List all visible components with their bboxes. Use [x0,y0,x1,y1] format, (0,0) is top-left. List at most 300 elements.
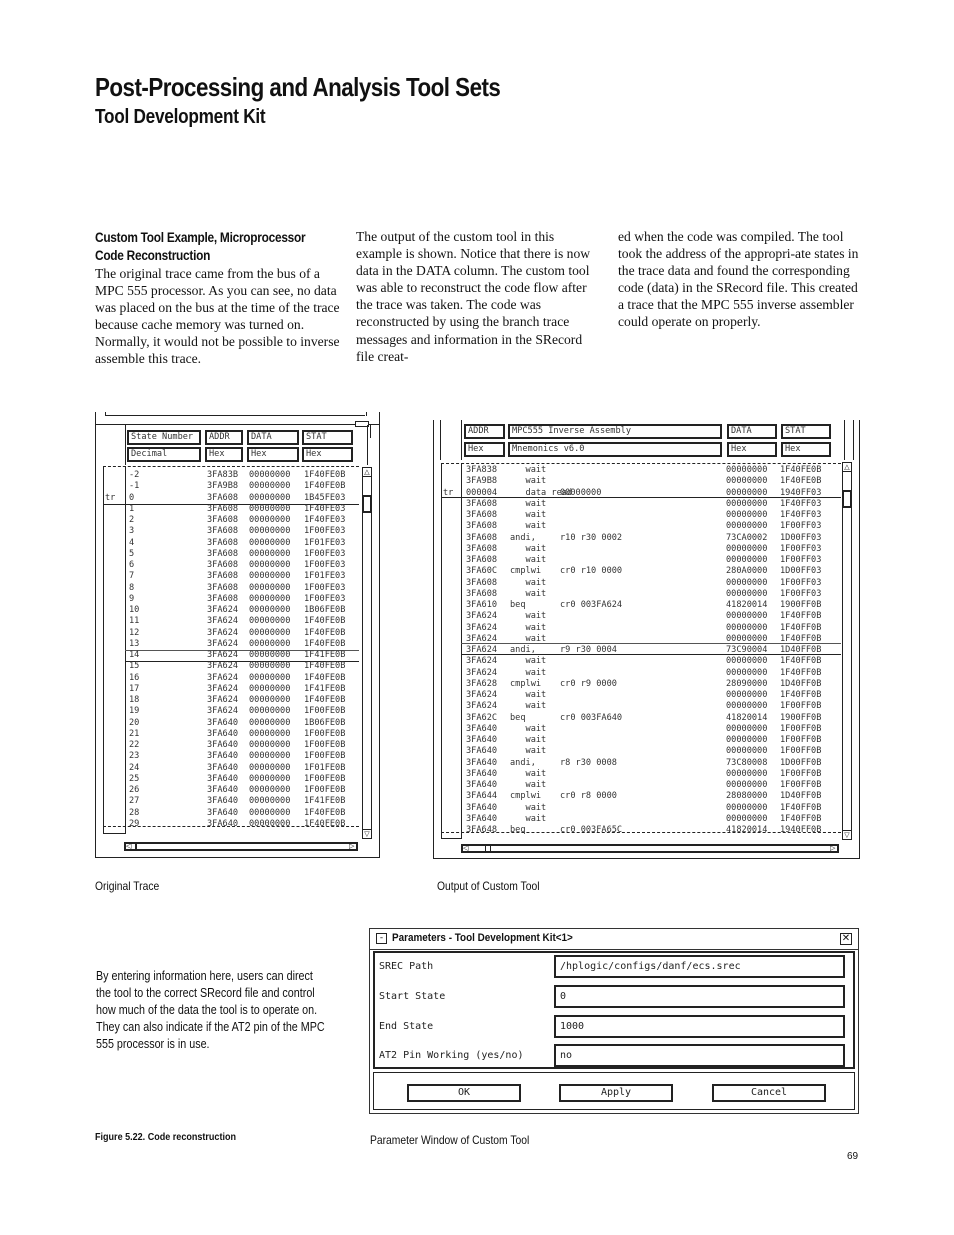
scroll-left-arrow-icon[interactable]: ◁ [126,842,132,850]
mnemonic-cell: wait [510,465,547,475]
table-row[interactable] [129,538,359,549]
state-number-cell: 1 [129,503,135,514]
table-row[interactable] [129,639,359,650]
stat-cell: 1F40FE0B [780,465,822,475]
start-state-label: Start State [379,991,446,1002]
stat-cell: 1900FF0B [780,712,822,723]
data-cell: 00000000 [249,650,291,660]
table-row[interactable] [129,796,359,807]
operand-cell: r8 r30 0008 [560,757,617,768]
mnemonic-cell: wait [510,476,547,487]
state-number-cell: 20 [129,717,140,728]
table-row[interactable] [466,690,841,701]
operand-cell: cr0 r10 0000 [560,566,623,577]
operand-cell: cr0 003FA624 [560,600,623,610]
addr-cell: 3FA640 [466,768,498,779]
addr-cell: 3FA624 [207,706,239,717]
addr-cell: 3FA83B [207,470,239,480]
figure-caption: Figure 5.22. Code reconstruction [95,1131,236,1143]
horizontal-scrollbar[interactable] [461,844,839,853]
addr-cell: 3FA624 [207,605,239,615]
mnemonic-cell: wait [510,802,547,813]
addr-cell: 3FA608 [207,560,239,570]
state-number-cell: 15 [129,661,140,672]
stat-cell: 1F00FE0B [304,706,346,717]
scroll-up-arrow-icon[interactable]: △ [842,462,852,472]
mnemonic-cell: wait [510,667,547,678]
table-row[interactable] [129,594,359,605]
table-row[interactable] [466,611,841,622]
trigger-marker: tr [105,493,116,503]
addr-cell: 3FA648 [466,825,498,835]
state-number-cell: 0 [129,492,135,503]
data-cell: 41820014 [726,825,768,835]
stat-cell: 1F40FE0B [304,661,346,672]
table-row[interactable] [129,661,359,672]
operand-cell: cr0 003FA65C [560,825,623,835]
table-row[interactable] [466,814,841,825]
table-row[interactable] [129,526,359,537]
stat-cell: 1F00FE03 [304,560,346,570]
data-cell: 00000000 [726,588,768,599]
addr-cell: 3FA608 [466,588,498,599]
horizontal-scroll-thumb[interactable] [135,842,137,851]
header-stat[interactable]: STAT [302,430,353,445]
vertical-scroll-thumb[interactable] [362,495,372,513]
format-stat[interactable]: Hex [781,442,831,457]
dialog-title-bar[interactable] [370,929,858,950]
addr-cell: 3FA608 [207,548,239,559]
addr-cell: 3FA608 [207,492,239,503]
table-row[interactable] [466,724,841,735]
table-row[interactable] [466,521,841,532]
data-cell: 00000000 [726,768,768,779]
stat-cell: 1F00FF0B [780,701,822,712]
stat-cell: 1F40FF0B [780,813,822,824]
data-cell: 73C90004 [726,645,768,655]
table-row[interactable] [129,673,359,684]
stat-cell: 1F40FE0B [304,695,346,705]
cancel-button[interactable]: Cancel [712,1084,826,1102]
format-data[interactable]: Hex [727,442,777,457]
format-addr[interactable]: Hex [464,442,505,457]
addr-cell: 3FA640 [207,773,239,784]
scroll-left-arrow-icon[interactable]: ◁ [463,844,469,852]
table-row[interactable] [466,465,841,476]
data-cell: 00000000 [726,735,768,745]
vertical-scroll-thumb[interactable] [842,490,852,508]
stat-cell: 1B06FE0B [304,717,346,728]
original-trace-window [95,412,381,858]
addr-cell: 3FA640 [466,757,498,768]
data-cell: 00000000 [249,548,291,559]
addr-cell: 3FA624 [207,638,239,649]
stat-cell: 1900FF0B [780,600,822,610]
operand-cell: cr0 r9 0000 [560,678,617,689]
table-row[interactable] [129,650,359,661]
addr-cell: 3FA608 [466,532,498,543]
end-state-input[interactable]: 1000 [554,1015,845,1038]
format-stat[interactable]: Hex [302,447,353,462]
mnemonic-cell: cmplwi [510,678,542,689]
table-row[interactable] [129,470,359,481]
table-row[interactable] [466,791,841,802]
state-number-cell: 9 [129,593,135,604]
state-number-cell: 10 [129,605,140,615]
table-row[interactable] [129,706,359,717]
state-number-cell: 21 [129,728,140,739]
header-data[interactable]: DATA [727,424,777,439]
article-column-3: ed when the code was compiled. The tool took the address of the appropri-ate states in the trace data and found the corresponding code (data) in the SRecord file. This created a trace that the MPC 555 inverse assembler could operate on properly. [618,229,859,330]
data-cell: 00000000 [249,661,291,672]
stat-cell: 1F40FF0B [780,656,822,667]
mnemonic-cell: wait [510,813,547,824]
table-row[interactable] [129,493,359,504]
mnemonic-cell: andi, [510,532,536,543]
state-number-cell: 13 [129,638,140,649]
operand-cell: 00000000 [560,487,602,498]
stat-cell: 1F40FE0B [304,638,346,649]
data-cell: 00000000 [726,746,768,757]
table-row[interactable] [466,735,841,746]
table-row[interactable] [129,751,359,762]
table-row[interactable] [466,668,841,679]
addr-cell: 3FA640 [466,780,498,790]
stat-cell: 1B06FE0B [304,605,346,615]
mnemonic-cell: wait [510,690,547,700]
data-cell: 00000000 [249,481,291,492]
addr-cell: 3FA644 [466,791,498,802]
data-cell: 00000000 [249,582,291,593]
table-row[interactable] [129,571,359,582]
state-number-cell: 6 [129,560,135,570]
stat-cell: 1940FF03 [780,487,822,498]
stat-cell: 1F40FF0B [780,690,822,700]
stat-cell: 1F40FF0B [780,622,822,633]
mnemonic-cell: wait [510,611,547,622]
stat-cell: 1F00FF03 [780,588,822,599]
table-row[interactable] [466,499,841,510]
table-row[interactable] [466,510,841,521]
table-row[interactable] [129,549,359,560]
table-row[interactable] [129,684,359,695]
mnemonic-cell: beq [510,825,526,835]
data-cell: 00000000 [249,717,291,728]
scroll-right-arrow-icon[interactable]: ▷ [349,842,355,850]
scroll-down-arrow-icon[interactable]: ▽ [842,830,852,840]
table-row[interactable] [129,583,359,594]
page-number: 69 [847,1151,859,1162]
table-row[interactable] [466,656,841,667]
addr-cell: 3FA62C [466,712,498,723]
addr-cell: 3FA608 [207,571,239,582]
page-title: Post-Processing and Analysis Tool Sets [95,72,501,102]
stat-cell: 1F00FE03 [304,582,346,593]
custom-tool-output-window [433,420,861,860]
table-row[interactable] [129,628,359,639]
operand-cell: r10 r30 0002 [560,532,623,543]
data-cell: 00000000 [726,690,768,700]
table-row[interactable] [129,605,359,616]
addr-cell: 3FA640 [207,717,239,728]
addr-cell: 3FA608 [466,555,498,565]
data-cell: 00000000 [726,633,768,644]
data-cell: 00000000 [726,656,768,667]
data-cell: 00000000 [249,593,291,604]
table-row[interactable] [466,544,841,555]
stat-cell: 1F00FF03 [780,543,822,554]
header-data[interactable]: DATA [247,430,299,445]
vertical-scrollbar[interactable] [362,467,372,839]
srec-path-input[interactable]: /hplogic/configs/danf/ecs.srec [554,955,845,978]
state-number-cell: 29 [129,818,140,829]
addr-cell: 3FA640 [207,751,239,762]
table-row[interactable] [129,504,359,515]
addr-cell: 3FA608 [207,526,239,537]
format-addr[interactable]: Hex [205,447,243,462]
start-state-input[interactable]: 0 [554,985,845,1008]
addr-cell: 3FA640 [466,735,498,745]
mnemonic-cell: wait [510,543,547,554]
mnemonic-cell: andi, [510,757,536,768]
window-menu-icon[interactable]: - [376,933,387,944]
at2-pin-input[interactable]: no [554,1044,845,1067]
table-row[interactable] [129,763,359,774]
format-inverse-assembly[interactable]: Mnemonics v6.0 [508,442,722,457]
header-inverse-assembly[interactable]: MPC555 Inverse Assembly [508,424,722,439]
table-row[interactable] [129,729,359,740]
table-row[interactable] [466,769,841,780]
stat-cell: 1F40FE0B [304,818,346,829]
horizontal-scroll-thumb[interactable] [485,845,491,852]
stat-cell: 1F40FE0B [304,616,346,627]
data-cell: 00000000 [249,695,291,705]
table-row[interactable] [466,634,841,645]
state-number-cell: 5 [129,548,135,559]
data-cell: 00000000 [726,521,768,532]
ok-button[interactable]: OK [407,1084,521,1102]
article-column-1 [95,229,345,368]
table-row[interactable] [466,578,841,589]
table-row[interactable] [129,808,359,819]
caption-original-trace: Original Trace [95,879,160,893]
addr-cell: 3FA608 [466,510,498,520]
data-cell: 00000000 [726,667,768,678]
mnemonic-cell: cmplwi [510,566,542,577]
addr-cell: 3FA640 [207,807,239,818]
table-row[interactable] [466,803,841,814]
addr-cell: 3FA9B8 [466,476,498,487]
data-cell: 00000000 [249,503,291,514]
scroll-right-arrow-icon[interactable]: ▷ [830,844,836,852]
stat-cell: 1D40FF0B [780,645,822,655]
table-row[interactable] [466,600,841,611]
at2-pin-label: AT2 Pin Working (yes/no) [379,1050,524,1061]
addr-cell: 3FA838 [466,465,498,475]
state-number-cell: 25 [129,773,140,784]
addr-cell: 3FA628 [466,678,498,689]
stat-cell: 1F40FE0B [304,470,346,480]
addr-cell: 3FA608 [207,582,239,593]
mnemonic-cell: wait [510,622,547,633]
data-cell: 00000000 [249,762,291,773]
operand-cell: r9 r30 0004 [560,645,617,655]
addr-cell: 3FA624 [466,667,498,678]
header-addr[interactable]: ADDR [464,424,505,439]
state-number-cell: 19 [129,706,140,717]
stat-cell: 1D00FF03 [780,532,822,543]
article-column-2: The output of the custom tool in this example is shown. Notice that there is now data in the DATA column. The custom tool was able to reconstruct the code flow after the trace was taken. The code was reconstructed by using the branch trace messages and information in the SRecord file creat- [356,229,591,364]
addr-cell: 3FA610 [466,600,498,610]
addr-cell: 3FA640 [207,728,239,739]
data-cell: 00000000 [249,751,291,762]
table-row[interactable] [466,825,841,836]
table-row[interactable] [466,679,841,690]
table-row[interactable] [129,616,359,627]
vertical-scrollbar[interactable] [842,462,852,840]
addr-cell: 3FA640 [466,746,498,757]
header-state-number[interactable]: State Number [127,430,201,445]
addr-cell: 3FA624 [207,672,239,683]
apply-button[interactable]: Apply [559,1084,673,1102]
stat-cell: 1F00FE0B [304,773,346,784]
data-cell: 00000000 [249,728,291,739]
state-number-cell: 22 [129,740,140,750]
stat-cell: 1F41FE0B [304,796,346,807]
stat-cell: 1F01FE03 [304,571,346,582]
table-row[interactable] [129,560,359,571]
horizontal-scrollbar[interactable] [124,842,358,851]
addr-cell: 3FA624 [466,611,498,622]
table-row[interactable] [466,488,841,499]
mnemonic-cell: beq [510,712,526,723]
caption-custom-output: Output of Custom Tool [437,879,540,893]
stat-cell: 1F41FE0B [304,650,346,660]
state-number-cell: 14 [129,650,140,660]
data-cell: 00000000 [249,796,291,807]
data-cell: 00000000 [726,543,768,554]
addr-cell: 3FA640 [207,818,239,829]
table-row[interactable] [466,533,841,544]
table-row[interactable] [466,566,841,577]
stat-cell: 1F00FE03 [304,526,346,537]
data-cell: 00000000 [249,706,291,717]
scroll-down-arrow-icon[interactable]: ▽ [362,829,372,839]
state-number-cell: 27 [129,796,140,807]
table-row[interactable] [129,740,359,751]
section-heading: Custom Tool Example, Microprocessor Code Reconstruction [95,230,306,263]
data-cell: 00000000 [726,476,768,487]
data-cell: 00000000 [726,555,768,565]
table-row[interactable] [466,713,841,724]
stat-cell: 1F40FF03 [780,498,822,509]
mnemonic-cell: wait [510,656,547,667]
addr-cell: 3FA608 [466,543,498,554]
state-number-cell: 8 [129,582,135,593]
data-cell: 73C80008 [726,757,768,768]
data-cell: 00000000 [726,577,768,588]
table-row[interactable] [466,701,841,712]
header-stat[interactable]: STAT [781,424,831,439]
data-cell: 00000000 [249,616,291,627]
data-cell: 00000000 [249,470,291,480]
stat-cell: 1F40FF0B [780,633,822,644]
stat-cell: 1F40FE0B [304,807,346,818]
mnemonic-cell: wait [510,521,547,532]
data-cell: 00000000 [726,510,768,520]
page-subtitle: Tool Development Kit [95,106,266,128]
data-cell: 00000000 [249,627,291,638]
table-row[interactable] [129,819,359,830]
format-state-number[interactable]: Decimal [127,447,201,462]
table-row[interactable] [129,718,359,729]
srec-path-label: SREC Path [379,961,434,972]
data-cell: 41820014 [726,712,768,723]
state-number-cell: 2 [129,515,135,525]
stat-cell: 1F01FE03 [304,537,346,548]
addr-cell: 3FA640 [466,813,498,824]
custom-output-rows [466,465,841,836]
mnemonic-cell: wait [510,510,547,520]
addr-cell: 3FA624 [207,695,239,705]
table-row[interactable] [129,695,359,706]
table-row[interactable] [466,780,841,791]
table-row[interactable] [466,589,841,600]
state-number-cell: 7 [129,571,135,582]
table-row[interactable] [466,758,841,769]
stat-cell: 1F00FF03 [780,555,822,565]
scroll-up-arrow-icon[interactable]: △ [362,467,372,477]
close-icon[interactable]: ✕ [841,933,851,944]
addr-cell: 3FA9B8 [207,481,239,492]
stat-cell: 1F40FF0B [780,802,822,813]
mnemonic-cell: wait [510,633,547,644]
stat-cell: 1F40FE03 [304,515,346,525]
table-row[interactable] [466,746,841,757]
stat-cell: 1940FF0B [780,825,822,835]
format-data[interactable]: Hex [247,447,299,462]
table-row[interactable] [466,623,841,634]
table-row[interactable] [466,555,841,566]
data-cell: 00000000 [726,487,768,498]
table-row[interactable] [466,645,841,656]
mnemonic-cell: beq [510,600,526,610]
data-cell: 28080000 [726,791,768,802]
mnemonic-cell: wait [510,498,547,509]
table-row[interactable] [129,774,359,785]
mnemonic-cell: wait [510,746,547,757]
data-cell: 00000000 [249,537,291,548]
data-cell: 00000000 [249,785,291,795]
data-cell: 00000000 [249,818,291,829]
addr-cell: 3FA624 [466,645,498,655]
mnemonic-cell: wait [510,577,547,588]
addr-cell: 3FA624 [207,661,239,672]
data-cell: 00000000 [249,683,291,694]
stat-cell: 1F00FE03 [304,548,346,559]
addr-cell: 3FA640 [466,802,498,813]
header-addr[interactable]: ADDR [205,430,243,445]
parameters-dialog [369,928,859,1114]
dialog-button-bar [373,1072,855,1110]
table-row[interactable] [466,476,841,487]
table-row[interactable] [129,481,359,492]
data-cell: 00000000 [249,560,291,570]
table-row[interactable] [129,785,359,796]
table-row[interactable] [129,515,359,526]
stat-cell: 1F40FF0B [780,611,822,622]
stat-cell: 1F00FF0B [780,780,822,790]
